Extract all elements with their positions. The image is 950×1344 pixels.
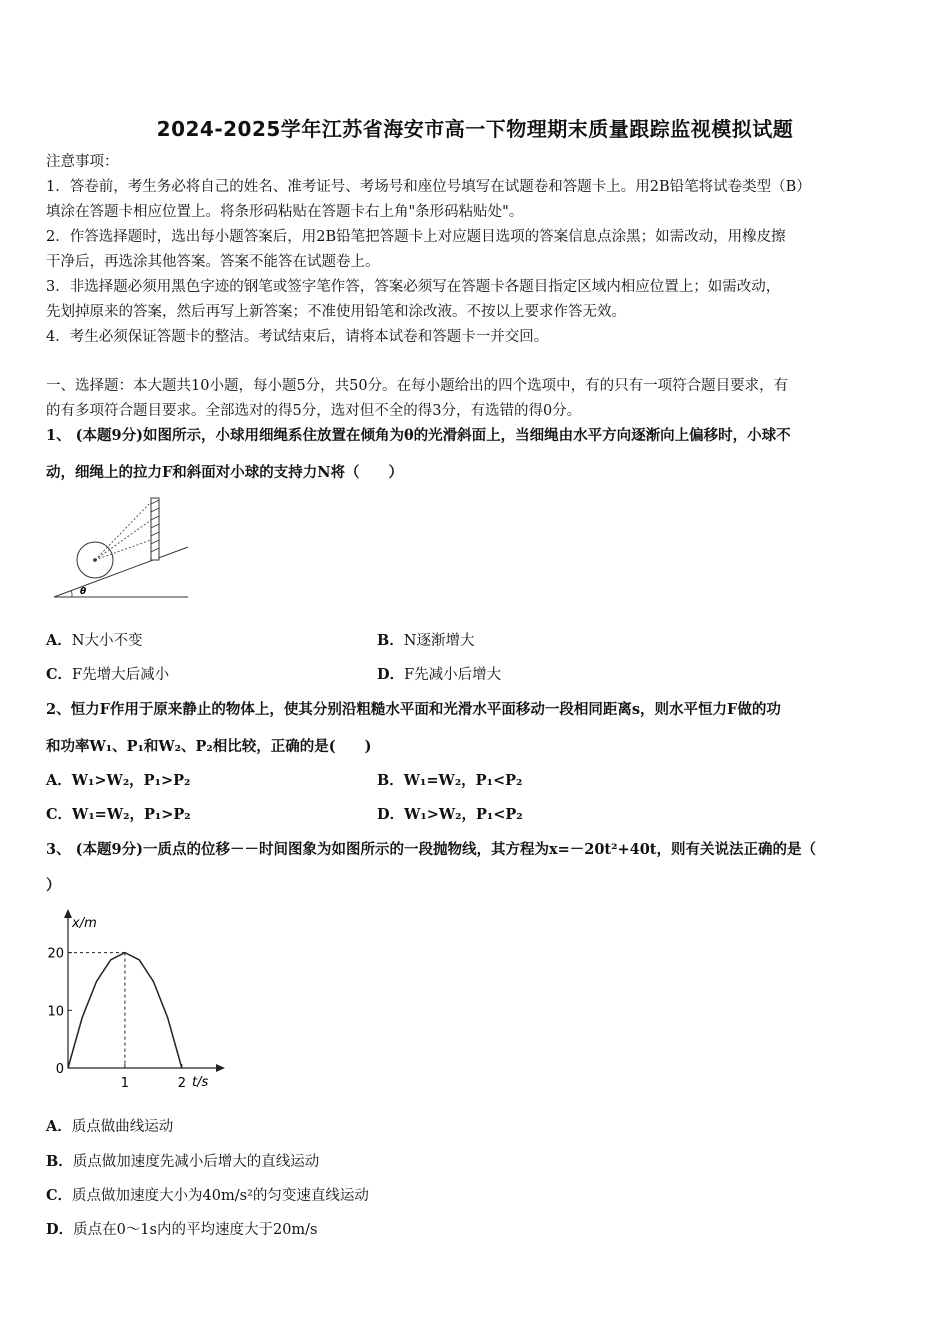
q1-option-a[interactable]: A．N大小不变 xyxy=(46,632,143,649)
page-title: 2024-2025学年江苏省海安市高一下物理期末质量跟踪监视模拟试题 xyxy=(156,117,794,141)
x-axis-arrow xyxy=(216,1064,225,1072)
q3-stem: 3、 (本题9分)一质点的位移－－时间图象为如图所示的一段抛物线，其方程为x=－20t²+40t，则有关说法正确的是（ xyxy=(46,841,816,858)
q3-option-a[interactable]: A．质点做曲线运动 xyxy=(46,1118,174,1135)
data-point xyxy=(82,1017,83,1018)
angle-label: θ xyxy=(80,587,87,597)
q2-option-a[interactable]: A．W₁>W₂，P₁>P₂ xyxy=(46,772,191,789)
rope xyxy=(95,520,151,560)
rope xyxy=(95,502,151,560)
notice-line: 3．非选择题必须用黑色字迹的钢笔或签字笔作答，答案必须写在答题卡各题目指定区域内相应位置上；如需改动， xyxy=(46,279,781,295)
x-tick-label: 0 xyxy=(55,1062,64,1077)
q3-option-d[interactable]: D．质点在0～1s内的平均速度大于20m/s xyxy=(46,1221,318,1238)
notice-line: 填涂在答题卡相应位置上。将条形码粘贴在答题卡右上角"条形码粘贴处"。 xyxy=(46,204,524,220)
notice-line: 先划掉原来的答案，然后再写上新答案；不准使用铅笔和涂改液。不按以上要求作答无效。 xyxy=(46,304,626,320)
data-point xyxy=(181,1067,182,1068)
notice-line: 2．作答选择题时，选出每小题答案后，用2B铅笔把答题卡上对应题目选项的答案信息点涂黑；如需改动，用橡皮擦 xyxy=(46,229,786,245)
q3-stem: ） xyxy=(46,877,61,894)
section-heading: 的有多项符合题目要求。全部选对的得5分，选对但不全的得3分，有选错的得0分。 xyxy=(46,403,582,419)
y-axis-label: x/m xyxy=(72,916,97,931)
q1-option-d[interactable]: D．F先减小后增大 xyxy=(377,666,502,683)
notice-line: 干净后，再选涂其他答案。答案不能答在试题卷上。 xyxy=(46,254,380,270)
q2-stem: 2、恒力F作用于原来静止的物体上，使其分别沿粗糙水平面和光滑水平面移动一段相同距离s，则水平恒力F做的功 xyxy=(46,701,781,718)
q3-option-c[interactable]: C．质点做加速度大小为40m/s²的匀变速直线运动 xyxy=(46,1187,369,1204)
q1-stem: 1、 (本题9分)如图所示，小球用细绳系住放置在倾角为θ的光滑斜面上，当细绳由水平方向逐渐向上偏移时，小球不 xyxy=(46,427,791,444)
q1-stem: 动，细绳上的拉力F和斜面对小球的支持力N将（ ） xyxy=(46,464,404,481)
notice-heading: 注意事项： xyxy=(46,154,119,170)
data-point xyxy=(139,959,140,960)
q2-option-b[interactable]: B．W₁=W₂，P₁<P₂ xyxy=(377,772,523,789)
data-point xyxy=(96,981,97,982)
x-axis-label: t/s xyxy=(192,1075,209,1090)
data-point xyxy=(124,952,125,953)
y-axis-arrow xyxy=(64,909,72,918)
q3-displacement-time-chart xyxy=(44,905,229,1095)
q2-stem: 和功率W₁、P₁和W₂、P₂相比较，正确的是( ) xyxy=(46,738,372,755)
q2-option-d[interactable]: D．W₁>W₂，P₁<P₂ xyxy=(377,806,523,823)
q1-option-b[interactable]: B．N逐渐增大 xyxy=(377,632,475,649)
section-heading: 一、选择题：本大题共10小题，每小题5分，共50分。在每小题给出的四个选项中，有的只有一项符合题目要求，有 xyxy=(46,378,789,394)
q2-option-c[interactable]: C．W₁=W₂，P₁>P₂ xyxy=(46,806,191,823)
y-tick-label: 10 xyxy=(47,1004,64,1020)
notice-line: 1．答卷前，考生务必将自己的姓名、准考证号、考场号和座位号填写在试题卷和答题卡上。用2B铅笔将试卷类型（B） xyxy=(46,179,811,195)
data-point xyxy=(67,1067,68,1068)
incline-line xyxy=(54,547,188,597)
y-tick-label: 20 xyxy=(47,946,64,962)
data-point xyxy=(167,1017,168,1018)
data-point xyxy=(110,959,111,960)
x-tick-label: 1 xyxy=(120,1076,130,1091)
notice-line: 4．考生必须保证答题卡的整洁。考试结束后，请将本试卷和答题卡一并交回。 xyxy=(46,329,549,345)
data-point xyxy=(153,981,154,982)
x-tick-label: 2 xyxy=(177,1076,186,1091)
q1-incline-figure xyxy=(50,490,195,602)
wall xyxy=(151,498,159,560)
q3-option-b[interactable]: B．质点做加速度先减小后增大的直线运动 xyxy=(46,1153,320,1170)
q1-option-c[interactable]: C．F先增大后减小 xyxy=(46,666,170,683)
